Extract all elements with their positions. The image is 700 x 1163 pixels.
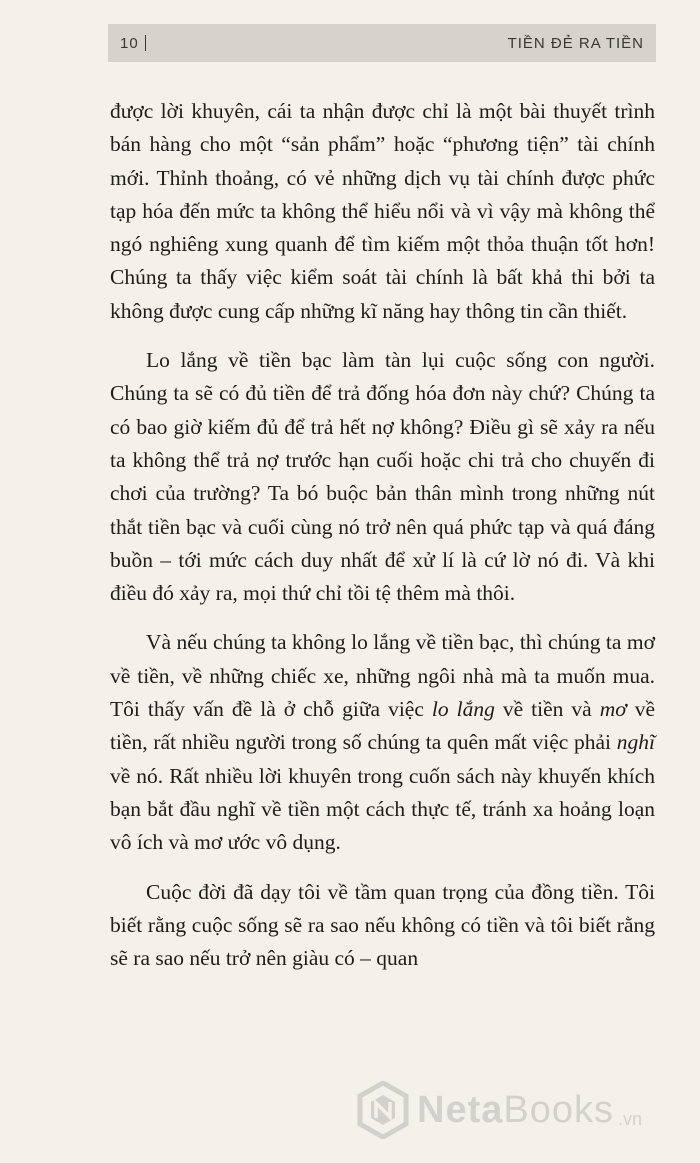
emphasis-text: mơ bbox=[599, 697, 627, 722]
watermark-brand-bold: Neta bbox=[417, 1088, 504, 1131]
paragraph-text-run: được lời khuyên, cái ta nhận được chỉ là một bài thuyết trình bán hàng cho một “sản phẩm” hoặc “phương tiện” tài chính mới. Thỉnh thoảng, có vẻ những dịch vụ tài chính được phức tạp hóa đến mức ta không thể hiểu nổi và vì vậy mà không thể ngó nghiêng xung quanh để tìm kiếm một thỏa thuận tốt hơn! Chúng ta thấy việc kiểm soát tài chính là bất khả thi bởi ta không được cung cấp những kĩ năng hay thông tin cần thiết. bbox=[110, 99, 655, 323]
paragraph-1 bbox=[110, 95, 655, 328]
emphasis-text: lo lắng bbox=[431, 697, 495, 722]
paragraph-3 bbox=[110, 626, 655, 859]
paragraph-text-run: Lo lắng về tiền bạc làm tàn lụi cuộc sống con người. Chúng ta sẽ có đủ tiền để trả đống hóa đơn này chứ? Chúng ta có bao giờ kiếm đủ để trả hết nợ không? Điều gì sẽ xảy ra nếu ta không thể trả nợ trước hạn cuối hoặc chi trả cho chuyến đi chơi của trường? Ta bó buộc bản thân mình trong những nút thắt tiền bạc và cuối cùng nó trở nên quá phức tạp và quá đáng buồn – tới mức cách duy nhất để xử lí là cứ lờ nó đi. Và khi điều đó xảy ra, mọi thứ chỉ tồi tệ thêm mà thôi. bbox=[110, 348, 655, 606]
watermark-brand bbox=[417, 1089, 614, 1132]
paragraph-text-run: Và nếu chúng ta không lo lắng về tiền bạc, thì chúng ta mơ về tiền, về những chiếc xe, những ngôi nhà mà ta muốn mua. Tôi thấy vấn đề là ở chỗ giữa việc bbox=[110, 630, 655, 722]
netabooks-logo-icon bbox=[357, 1081, 409, 1139]
watermark-brand-rest: Books bbox=[503, 1088, 614, 1131]
paragraph-2 bbox=[110, 344, 655, 610]
page-number: 10 bbox=[120, 34, 139, 52]
paragraph-text-run: về tiền, rất nhiều người trong số chúng ta quên mất việc phải bbox=[110, 697, 655, 755]
running-title: TIỀN ĐẺ RA TIỀN bbox=[507, 34, 644, 52]
paragraph-text-run: Cuộc đời đã dạy tôi về tầm quan trọng của đồng tiền. Tôi biết rằng cuộc sống sẽ ra sao nếu không có tiền và tôi biết rằng sẽ ra sao nếu trở nên giàu có – quan bbox=[110, 879, 655, 971]
body-text bbox=[110, 95, 655, 991]
header-divider bbox=[145, 35, 147, 51]
watermark-tld: .vn bbox=[618, 1109, 643, 1129]
page-number-group bbox=[120, 35, 146, 52]
paragraph-text-run: về tiền và bbox=[494, 697, 600, 722]
netabooks-watermark bbox=[357, 1080, 687, 1140]
paragraph-text-run: về nó. Rất nhiều lời khuyên trong cuốn sách này khuyến khích bạn bắt đầu nghĩ về tiền một cách thực tế, tránh xa hoảng loạn vô ích và mơ ước vô dụng. bbox=[110, 763, 655, 855]
running-header bbox=[108, 24, 656, 62]
emphasis-text: nghĩ bbox=[616, 730, 655, 755]
paragraph-4 bbox=[110, 876, 655, 976]
